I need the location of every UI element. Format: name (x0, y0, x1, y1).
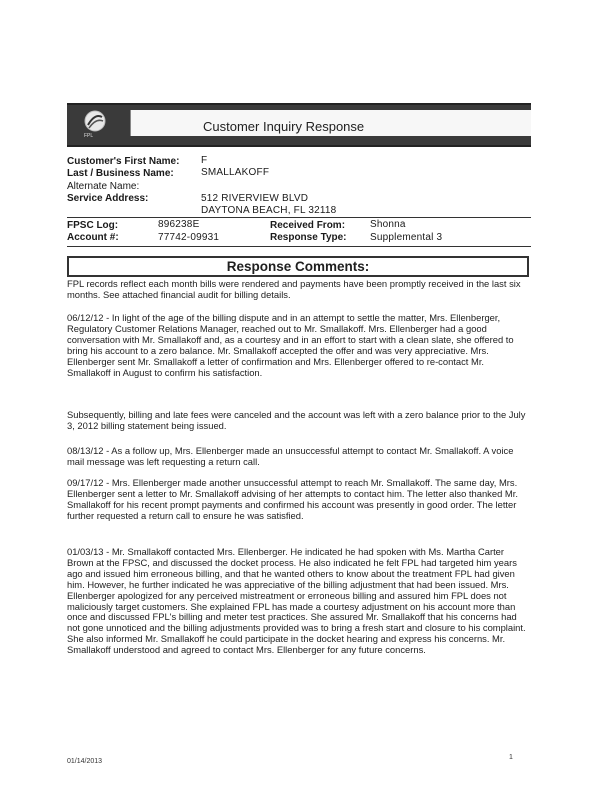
address-line-1: 512 RIVERVIEW BLVD (201, 193, 309, 204)
comment-paragraph-3: Subsequently, billing and late fees were canceled and the account was left with a zero balance prior to the July 3, 2012 billing statement being issued. (67, 409, 526, 431)
response-comments-heading: Response Comments: (226, 259, 370, 274)
footer-date: 01/14/2013 (67, 758, 103, 765)
alternate-name-label: Alternate Name: (67, 181, 140, 192)
first-name-value: F (201, 155, 208, 166)
page-number: 1 (509, 754, 513, 761)
fpsc-log-label: FPSC Log: (67, 220, 119, 231)
comment-paragraph-2: 06/12/12 - In light of the age of the billing dispute and in an attempt to settle the matter, Mrs. Ellenberger, Regulatory Customer Relations Manager, reached out to Mr. Smallakoff. Mrs. Ellenberger had a good conversation with Mr. Smallakoff and, as a courtesy and in an effort to start with a clean slate, she offered to bring his account to a zero balance. Mr. Smallakoff accepted the offer and was very appreciative. Mrs. Ellenberger sent Mr. Smallakoff a letter of confirmation and Mrs. Ellenberger offered to re-contact Mr. Smallakoff in August to confirm his satisfaction. (67, 312, 514, 378)
address-line-2: DAYTONA BEACH, FL 32118 (201, 205, 337, 216)
comment-paragraph-6: 01/03/13 - Mr. Smallakoff contacted Mrs. Ellenberger. He indicated he had spoken with Ms. Martha Carter Brown at the FPSC, and discussed the docket process. He also indicated he felt FPL had targeted him years ago and issued him erroneous billing, and that he wanted others to know about the treatment FPL had given him. However, he further indicated he was appreciative of the billing adjustment that had been issued. Mrs. Ellenberger apologized for any perceived mistreatment or erroneous billing and assured him FPL does not maliciously target customers. She explained FPL has made a courtesy adjustment on his account more than once and discussed FPL's billing and meter test practices. She assured Mr. Smallakoff that his concerns had not gone unnoticed and the billing adjustments provided was to bring a fresh start and closure to his complaint. She also informed Mr. Smallakoff he could participate in the docket hearing and express his concerns. Mr. Smallakoff understood and agreed to contact Mrs. Ellenberger for any future concerns. (67, 546, 526, 656)
logo-caption: FPL (84, 133, 94, 139)
last-name-value: SMALLAKOFF (201, 167, 270, 178)
comment-paragraph-4: 08/13/12 - As a follow up, Mrs. Ellenberger made an unsuccessful attempt to contact Mr. Smallakoff. A voice mail message was left requesting a return call. (67, 445, 514, 467)
divider-bottom (67, 246, 531, 247)
comment-paragraph-1: FPL records reflect each month bills were rendered and payments have been promptly received in the last six months. See attached financial audit for billing details. (67, 278, 521, 300)
account-value: 77742-09931 (158, 232, 220, 243)
service-address-label: Service Address: (67, 193, 149, 204)
response-type-label: Response Type: (270, 232, 347, 243)
first-name-label: Customer's First Name: (67, 156, 180, 167)
fpsc-log-value: 896238E (158, 219, 200, 230)
account-label: Account #: (67, 232, 119, 243)
last-name-label: Last / Business Name: (67, 168, 174, 179)
document-title: Customer Inquiry Response (203, 119, 365, 134)
response-comments-box (67, 256, 529, 277)
received-from-value: Shonna (370, 219, 406, 230)
response-type-value: Supplemental 3 (370, 232, 443, 243)
received-from-label: Received From: (270, 220, 346, 231)
comment-paragraph-5: 09/17/12 - Mrs. Ellenberger made another unsuccessful attempt to reach Mr. Smallakoff. The same day, Mrs. Ellenberger sent a letter to Mr. Smallakoff advising of her attempts to contact him. The letter also thanked Mr. Smallakoff for his recent prompt payments and confirmed his account was presently in good order. The letter further requested a return call to ensure he was satisfied. (67, 477, 518, 521)
divider-top (67, 217, 531, 218)
